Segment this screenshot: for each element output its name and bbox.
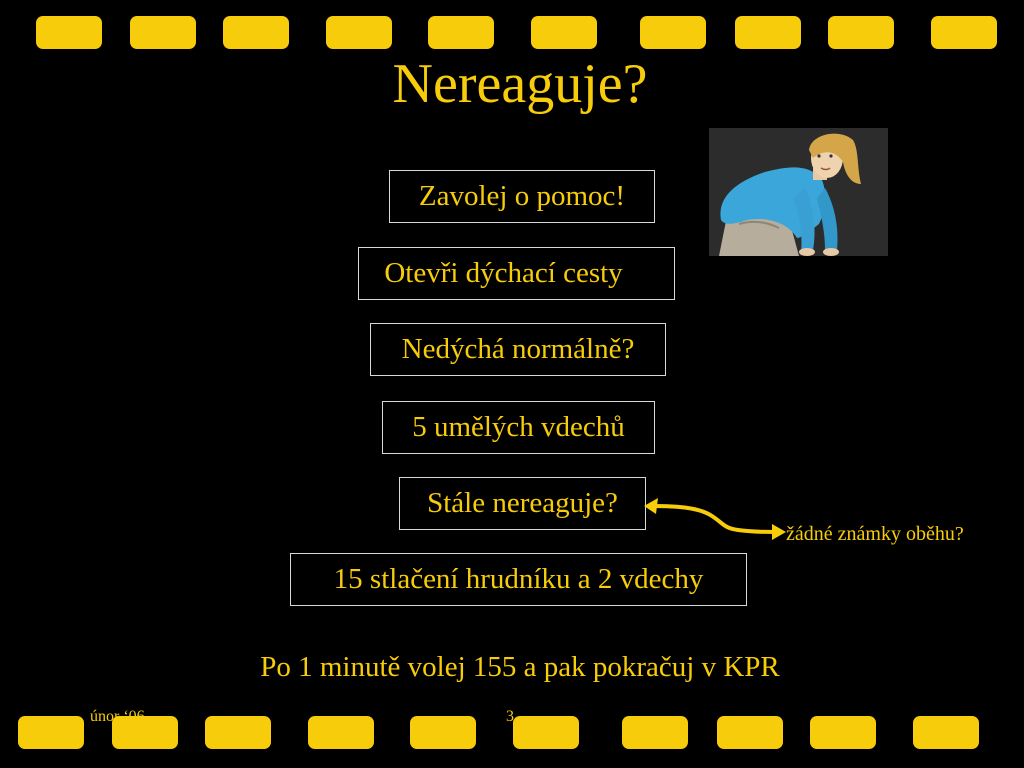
film-hole [410, 716, 476, 749]
footer-page-number: 3 [506, 708, 514, 725]
film-hole [130, 16, 196, 49]
film-hole [513, 716, 579, 749]
film-hole [640, 16, 706, 49]
film-hole [428, 16, 494, 49]
step-compressions: 15 stlačení hrudníku a 2 vdechy [290, 553, 747, 606]
film-hole [717, 716, 783, 749]
film-hole [531, 16, 597, 49]
film-hole [931, 16, 997, 49]
step-still-unresponsive: Stále nereaguje? [399, 477, 646, 530]
film-hole [622, 716, 688, 749]
double-headed-curved-arrow-icon [640, 488, 790, 548]
film-hole [205, 716, 271, 749]
side-note: žádné známky oběhu? [786, 523, 964, 545]
call-instruction: Po 1 minutě volej 155 a pak pokračuj v KPR [260, 651, 780, 683]
film-hole [913, 716, 979, 749]
rescuer-kneeling-illustration [709, 128, 888, 256]
film-hole [810, 716, 876, 749]
film-hole [828, 16, 894, 49]
step-call-for-help: Zavolej o pomoc! [389, 170, 655, 223]
footer-date: únor ‘06 [90, 708, 145, 725]
film-hole [326, 16, 392, 49]
step-rescue-breaths: 5 umělých vdechů [382, 401, 655, 454]
film-hole [735, 16, 801, 49]
slide-title: Nereaguje? [392, 53, 648, 115]
step-not-breathing: Nedýchá normálně? [370, 323, 666, 376]
film-hole [308, 716, 374, 749]
film-hole [36, 16, 102, 49]
step-open-airway: Otevři dýchací cesty [358, 247, 675, 300]
film-hole [18, 716, 84, 749]
film-hole [223, 16, 289, 49]
